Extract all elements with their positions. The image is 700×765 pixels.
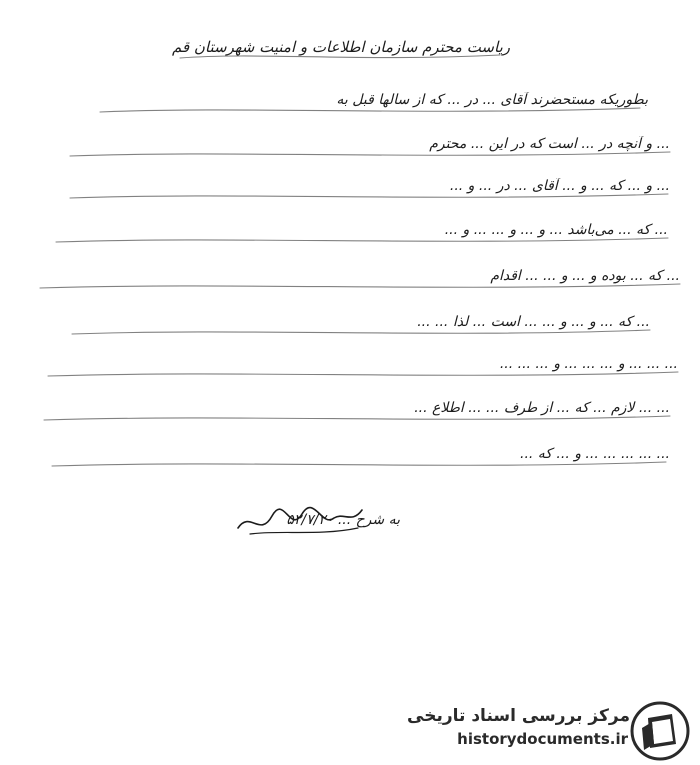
letter-line: ... ... ... ... ... و ... که ... — [520, 446, 670, 462]
watermark-title: مرکز بررسی اسناد تاریخی — [407, 706, 630, 726]
watermark-logo-icon — [628, 700, 692, 762]
letter-heading: ریاست محترم سازمان اطلاعات و امنیت شهرستان قم — [172, 38, 510, 56]
watermark-url: historydocuments.ir — [457, 730, 628, 748]
letter-line: ... که ... و ... و ... ... است ... لذا ... ... — [417, 314, 650, 330]
letter-line: ... که ... بوده و ... و ... ... اقدام — [490, 268, 680, 284]
letter-line: ... که ... می‌باشد ... و ... و ... ... و ... — [444, 222, 668, 238]
letter-line: ... ... ... و ... ... ... و ... ... ... — [499, 356, 678, 372]
letter-line: ... و ... که ... و ... آقای ... در ... و ... — [449, 178, 670, 194]
letter-date-line: به شرح ... ۵۲/۷/۲۰ — [286, 512, 400, 528]
letter-line: ... ... لازم ... که ... از طرف ... ... اطلاع ... — [414, 400, 670, 416]
letter-line: بطوریکه مستحضرند آقای ... در ... که از سالها قبل به — [336, 92, 648, 108]
signature-mark — [230, 498, 370, 543]
letter-line: ... و آنچه در ... است که در این ... محترم — [429, 136, 670, 152]
